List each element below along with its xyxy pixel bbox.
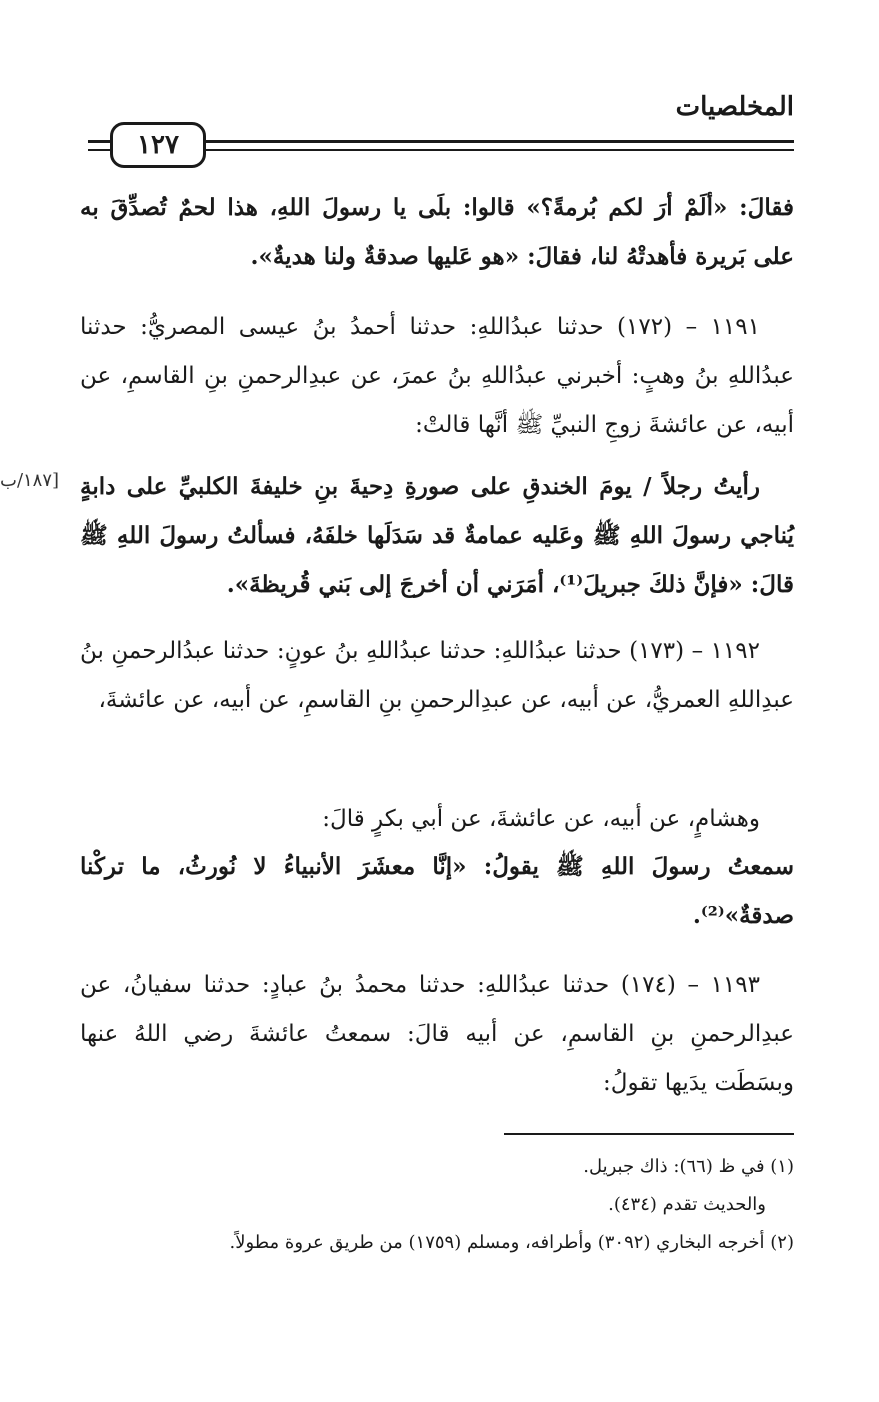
paragraph-isnad-1193: ١١٩٣ – (١٧٤) حدثنا عبدُاللهِ: حدثنا محمدُ بنُ عبادٍ: حدثنا سفيانُ، عن عبدِالرحمنِ بنِ القاسمِ، عن أبيه قالَ: سمعتُ عائشةَ رضي اللهُ عنها وبسَطَت يدَيها تقولُ: [80,972,794,1096]
page-number: ١٢٧ [110,122,206,168]
paragraph-isnad-1192-cont: وهشامٍ، عن أبيه، عن عائشةَ، عن أبي بكرٍ قالَ: [322,806,760,832]
footnotes [80,1148,794,1262]
footnote-separator [504,1133,794,1135]
paragraph-hadith-continuation: فقالَ: «ألَمْ أرَ لكم بُرمةً؟» قالوا: بلَى يا رسولَ اللهِ، هذا لحمٌ تُصدِّقَ به على بَريرة فأهدتْهُ لنا، فقالَ: «هو عَليها صدقةٌ ولنا هديةٌ». [80,194,794,270]
footnote-2: (٢) أخرجه البخاري (٣٠٩٢) وأطرافه، ومسلم (١٧٥٩) من طريق عروة مطولاً. [229,1232,794,1253]
running-title: المخلصيات [675,92,794,122]
paragraph-isnad-1192: ١١٩٢ – (١٧٣) حدثنا عبدُاللهِ: حدثنا عبدُاللهِ بنُ عونٍ: حدثنا عبدُالرحمنِ بنُ عبدِاللهِ العمريُّ، عن أبيه، عن عبدِالرحمنِ بنِ القاسمِ، عن أبيه، عن عائشةَ، [80,638,794,713]
manuscript-folio-note: [١٨٧/ب [0,470,60,491]
paragraph-matn-1192: سمعتُ رسولَ اللهِ ﷺ يقولُ: «إنَّا معشَرَ الأنبياءُ لا نُورثُ، ما تركْنا صدقةٌ»⁽²⁾. [80,853,794,929]
paragraph-isnad-1191: ١١٩١ – (١٧٢) حدثنا عبدُاللهِ: حدثنا أحمدُ بنُ عيسى المصريُّ: حدثنا عبدُاللهِ بنُ وهبٍ: أخبرني عبدُاللهِ بنُ عمرَ، عن عبدِالرحمنِ بنِ القاسمِ، عن أبيه، عن عائشةَ زوجِ النبيِّ ﷺ أنَّها قالتْ: [80,314,794,438]
paragraph-matn-1191: رأيتُ رجلاً / يومَ الخندقِ على صورةِ دِحيةَ بنِ خليفةَ الكلبيِّ على دابةٍ يُناجي رسولَ اللهِ ﷺ وعَليه عمامةٌ قد سَدَلَها خلفَهُ، فسألتُ رسولَ اللهِ ﷺ قالَ: «فإنَّ ذلكَ جبريلَ⁽¹⁾، أمَرَني أن أخرجَ إلى بَني قُريظةَ». [80,473,794,598]
footnote-1: (١) في ظ (٦٦): ذاك جبريل. [583,1156,794,1177]
footnote-1-continuation: والحديث تقدم (٤٣٤). [608,1194,766,1215]
